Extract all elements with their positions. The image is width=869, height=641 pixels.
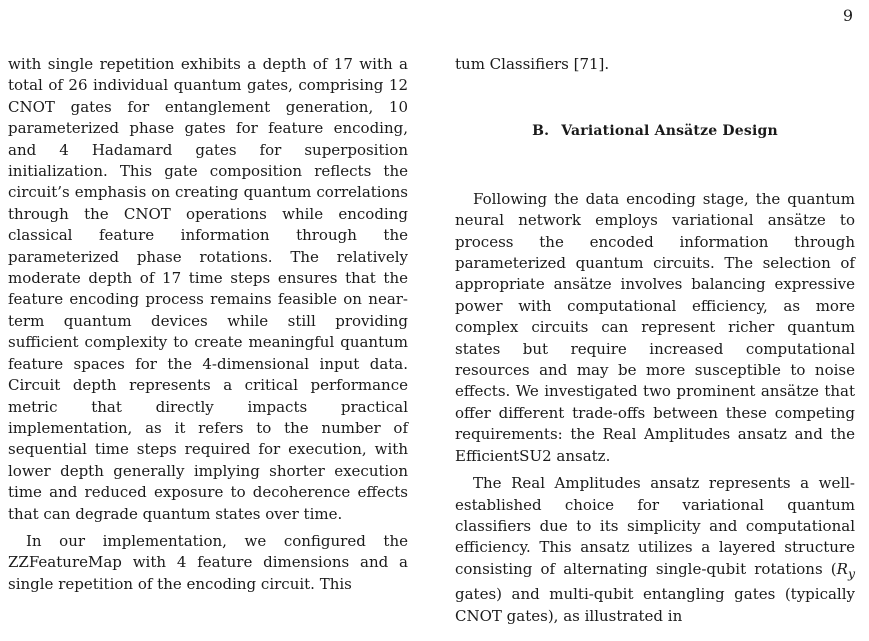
left-column <box>8 54 408 595</box>
body-paragraph: In our implementation, we configured the ZZFeatureMap with 4 feature dimensions and a single repetition of the encoding circuit. This <box>8 531 408 593</box>
paragraph-text: The Real Amplitudes ansatz represents a well-established choice for variational quantum classifiers due to its simplicity and computational efficiency. This ansatz utilizes a layered structure consisting of alternating single-qubit rotations ( <box>455 474 855 578</box>
right-column <box>455 54 855 627</box>
section-number: B. <box>532 123 550 140</box>
section-title: Variational Ansätze Design <box>561 123 778 140</box>
body-paragraph: with single repetition exhibits a depth of 17 with a total of 26 individual quantum gates, comprising 12 CNOT gates for entanglement generation, 10 parameterized phase gates for feature encoding, and 4 Hadamard gates for superposition initialization. This gate composition reflects the circuit’s emphasis on creating quantum correlations through the CNOT operations while encoding classical feature information through the parameterized phase rotations. The relatively moderate depth of 17 time steps ensures that the feature encoding process remains feasible on near-term quantum devices while still providing sufficient complexity to create meaningful quantum feature spaces for the 4-dimensional input data. Circuit depth represents a critical performance metric that directly impacts practical implementation, as it refers to the number of sequential time steps required for execution, with lower depth generally implying shorter execution time and reduced exposure to decoherence effects that can degrade quantum states over time. <box>8 55 408 523</box>
paragraph-text: gates) and multi-qubit entangling gates (typically CNOT gates), as illustrated in <box>455 585 855 625</box>
section-heading <box>455 121 855 142</box>
body-paragraph <box>455 473 855 627</box>
page-number: 9 <box>842 6 853 25</box>
continued-text: tum Classifiers [71]. <box>455 55 610 73</box>
math-symbol: R <box>836 559 848 578</box>
body-paragraph: Following the data encoding stage, the quantum neural network employs variational ansätze to process the encoded information through parameterized quantum circuits. The selection of appropriate ansätze involves balancing expressive power with computational efficiency, as more complex circuits can represent richer quantum states but require increased computational resources and may be more susceptible to noise effects. We investigated two prominent ansätze that offer different trade-offs between these competing requirements: the Real Amplitudes ansatz and the EfficientSU2 ansatz. <box>455 189 855 465</box>
math-subscript: y <box>847 565 855 581</box>
